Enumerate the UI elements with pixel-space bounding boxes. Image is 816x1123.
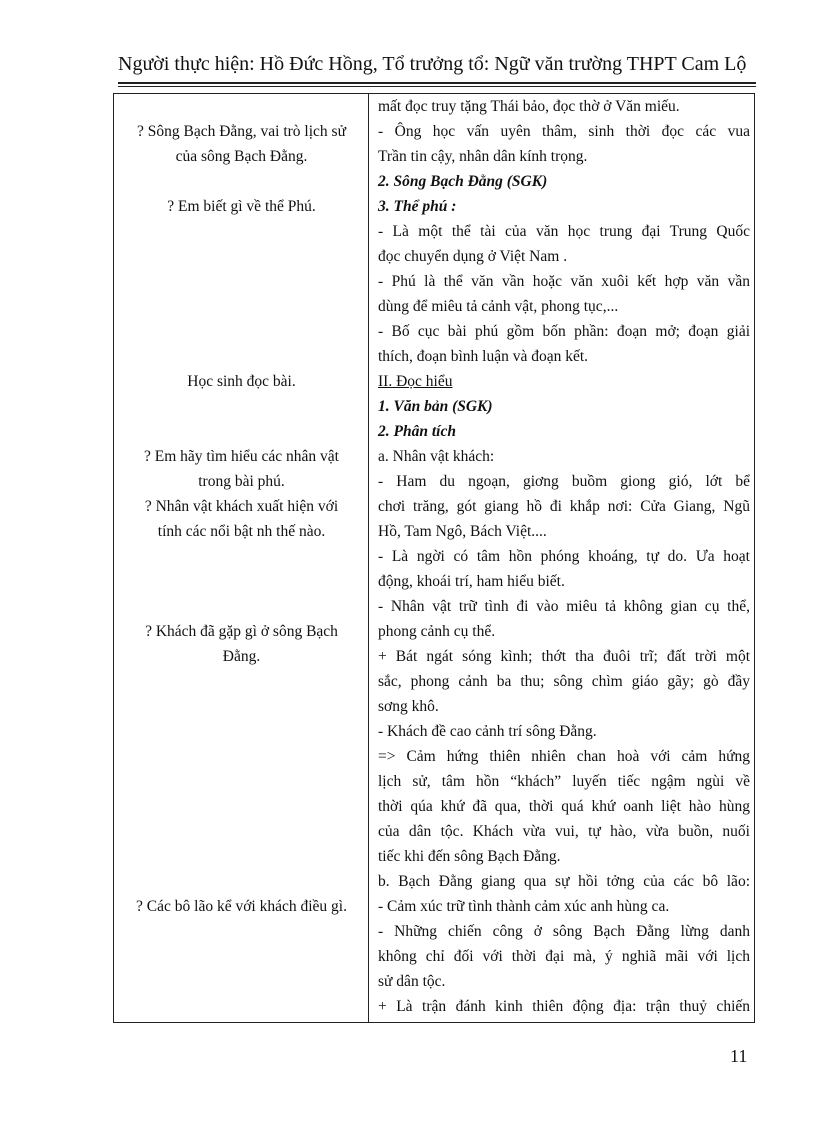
content-line: + Bát ngát sóng kình; thớt tha đuôi trĩ; đất trời một [378,648,750,665]
column-divider [368,93,369,1023]
question-line [114,269,369,294]
content-line: => Cảm hứng thiên nhiên chan hoà với cảm hứng [378,748,750,765]
content-line: 2. Phân tích [378,423,456,440]
question-line [114,394,369,419]
content-line: 3. Thể phú : [378,198,457,215]
question-line: ? Sông Bạch Đằng, vai trò lịch sử [136,123,346,140]
content-line: - Là ngời có tâm hồn phóng khoáng, tự do. Ưa hoạt [378,548,750,565]
content-line: - Bố cục bài phú gồm bốn phần: đoạn mở; đoạn giải [378,323,750,340]
content-line: - Ông học vấn uyên thâm, sinh thời đọc các vua [378,123,750,140]
content-line: phong cảnh cụ thể. [378,623,496,640]
content-line: 1. Văn bản (SGK) [378,398,493,415]
content-line: thời qúa khứ đã qua, thời quá khứ oanh liệt hào hùng [378,798,750,815]
content-line: mất đọc truy tặng Thái bảo, đọc thờ ở Văn miếu. [378,98,680,115]
content-column [378,94,750,1019]
question-line [114,744,369,769]
content-line: chơi trăng, gót giang hồ đi khắp nơi: Cửa Giang, Ngũ [378,498,750,515]
content-line: Hồ, Tam Ngô, Bách Việt.... [378,523,547,540]
question-line [114,944,369,969]
content-line: - Phú là thể văn vần hoặc văn xuôi kết hợp văn vần [378,273,750,290]
question-line: ? Em hãy tìm hiểu các nhân vật [144,448,339,465]
question-line: ? Em biết gì về thể Phú. [167,198,316,215]
question-line [114,244,369,269]
content-line: 2. Sông Bạch Đằng (SGK) [378,173,548,190]
content-line: II. Đọc hiểu [378,373,453,390]
content-line: dùng để miêu tả cảnh vật, phong tục,... [378,298,619,315]
question-line [114,919,369,944]
content-line: + Là trận đánh kinh thiên động địa: trận thuỷ chiến [378,998,750,1015]
question-line: của sông Bạch Đằng. [175,148,308,165]
question-line: Học sinh đọc bài. [187,373,296,390]
question-line [114,219,369,244]
content-line: - Cảm xúc trữ tình thành cảm xúc anh hùng ca. [378,898,670,915]
question-line [114,544,369,569]
question-line: ? Nhân vật khách xuất hiện với [144,498,339,515]
question-line [114,669,369,694]
content-line: động, khoái trí, ham hiểu biết. [378,573,565,590]
content-line: - Những chiến công ở sông Bạch Đằng lừng danh [378,923,750,940]
question-line [114,319,369,344]
question-line: tính các nổi bật nh thế nào. [157,523,326,540]
lesson-table [113,93,755,1023]
question-line [114,794,369,819]
content-line: sử dân tộc. [378,973,446,990]
content-line: của dân tộc. Khách vừa vui, tự hào, vừa buồn, nuối [378,823,750,840]
header-rule [118,82,756,87]
content-line: - Nhân vật trữ tình đi vào miêu tả không gian cụ thể, [378,598,750,615]
question-line [114,169,369,194]
question-line: Đằng. [222,648,261,665]
question-line [114,94,369,119]
question-line [114,594,369,619]
content-line: thích, đoạn bình luận và đoạn kết. [378,348,589,365]
content-line: sắc, phong cảnh ba thu; sông chìm giáo gãy; gò đầy [378,673,750,690]
content-line: tiếc khi đến sông Bạch Đằng. [378,848,561,865]
question-line [114,419,369,444]
question-line [114,969,369,994]
content-line: Trần tin cậy, nhân dân kính trọng. [378,148,588,165]
question-line: ? Khách đã gặp gì ở sông Bạch [145,623,338,640]
content-line: - Là một thể tài của văn học trung đại Trung Quốc [378,223,750,240]
question-line: ? Các bô lão kể với khách điều gì. [136,898,347,915]
content-line: b. Bạch Đằng giang qua sự hồi tởng của các bô lão: [378,873,750,890]
question-line [114,869,369,894]
content-line: không chỉ đối với thời đại mà, ý nghiã mãi với lịch [378,948,750,965]
page-header: Người thực hiện: Hồ Đức Hồng, Tổ trưởng tổ: Ngữ văn trường THPT Cam Lộ [118,53,747,75]
page-number: 11 [730,1046,748,1066]
question-line [114,294,369,319]
content-line: a. Nhân vật khách: [378,448,495,465]
question-line [114,994,369,1019]
question-line: trong bài phú. [198,473,285,490]
question-line [114,344,369,369]
content-line: sơng khô. [378,698,439,715]
question-line [114,694,369,719]
question-line [114,719,369,744]
content-line: đọc chuyển dụng ở Việt Nam . [378,248,568,265]
question-line [114,844,369,869]
question-line [114,819,369,844]
question-line [114,569,369,594]
question-line [114,769,369,794]
content-line: - Khách đề cao cảnh trí sông Đằng. [378,723,597,740]
content-line: lịch sử, tâm hồn “khách” luyến tiếc ngậm ngùi về [378,773,750,790]
teacher-questions-column [114,94,369,1019]
content-line: - Ham du ngoạn, giơng buồm giong gió, lớt bể [378,473,750,490]
